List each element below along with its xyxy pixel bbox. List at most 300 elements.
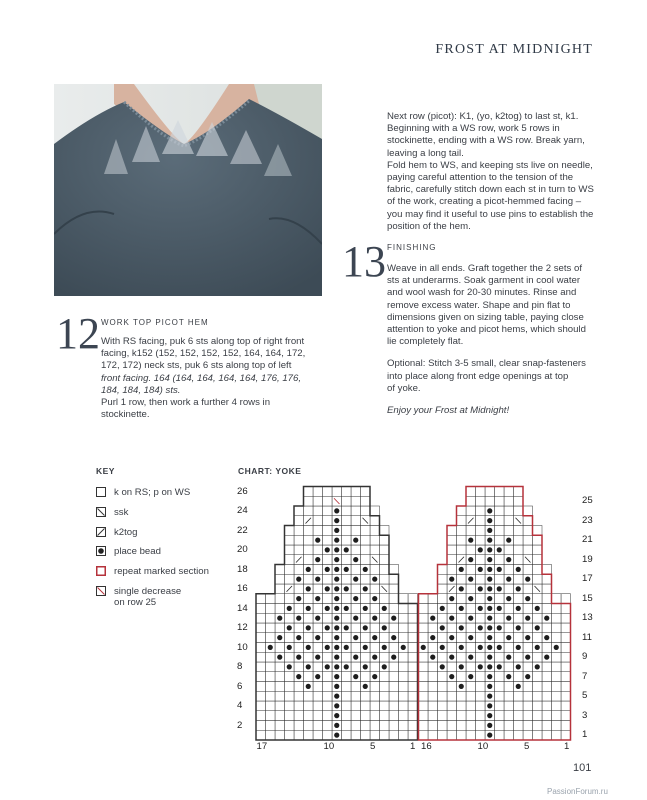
chart-cell	[514, 535, 524, 545]
chart-cell	[370, 643, 380, 653]
chart-cell	[514, 721, 524, 731]
chart-cell	[313, 545, 323, 555]
chart-cell	[485, 516, 495, 526]
chart-cell	[533, 604, 543, 614]
chart-cell	[447, 613, 457, 623]
bead-mark	[487, 635, 492, 640]
key-label: on row 25	[114, 597, 157, 608]
chart-cell	[504, 535, 514, 545]
chart-cell	[285, 662, 295, 672]
chart-cell	[294, 662, 304, 672]
chart-cell	[419, 701, 429, 711]
bead-mark	[487, 528, 492, 533]
chart-cell	[438, 565, 448, 575]
chart-cell	[361, 633, 371, 643]
chart-cell	[428, 652, 438, 662]
chart-cell	[495, 555, 505, 565]
chart-cell	[447, 652, 457, 662]
chart-cell	[542, 730, 552, 740]
chart-cell	[361, 487, 371, 497]
chart-cell	[351, 682, 361, 692]
chart-cell	[514, 487, 524, 497]
chart-cell	[380, 535, 390, 545]
chart-cell	[380, 672, 390, 682]
chart-cell	[294, 633, 304, 643]
chart-cell	[342, 643, 352, 653]
chart-cell	[495, 604, 505, 614]
text-line: front facing. 164 (164, 164, 164, 164, 176, 176,	[101, 372, 302, 384]
chart-cell	[351, 526, 361, 536]
column-label: 10	[323, 741, 335, 752]
chart-cell	[495, 682, 505, 692]
chart-cell	[457, 721, 467, 731]
chart-cell	[304, 643, 314, 653]
chart-cell	[361, 526, 371, 536]
bead-mark	[325, 625, 330, 630]
chart-cell	[351, 633, 361, 643]
key-label: k on RS; p on WS	[114, 487, 191, 498]
chart-cell	[457, 682, 467, 692]
chart-cell	[438, 643, 448, 653]
bead-mark	[430, 655, 435, 660]
chart-cell	[370, 506, 380, 516]
chart-cell	[533, 574, 543, 584]
chart-cell	[399, 672, 409, 682]
chart-cell	[332, 672, 342, 682]
chart-cell	[304, 691, 314, 701]
bead-mark	[478, 606, 483, 611]
chart-cell	[389, 701, 399, 711]
chart-cell	[428, 721, 438, 731]
page-header: FROST AT MIDNIGHT	[435, 42, 593, 57]
chart-cell	[408, 604, 418, 614]
bead-mark	[353, 674, 358, 679]
chart-cell	[495, 691, 505, 701]
chart-cell	[351, 565, 361, 575]
bead-mark	[487, 655, 492, 660]
chart-cell	[313, 565, 323, 575]
chart-cell	[466, 682, 476, 692]
sweater-photo	[54, 84, 322, 296]
chart-cell	[485, 506, 495, 516]
bead-mark	[334, 567, 339, 572]
chart-cell	[342, 516, 352, 526]
chart-cell	[342, 613, 352, 623]
chart-cell	[380, 526, 390, 536]
chart-cell	[304, 604, 314, 614]
text-line: Beginning with a WS row, work 5 rows in	[387, 123, 560, 135]
chart-cell	[495, 633, 505, 643]
chart-cell	[380, 594, 390, 604]
chart-cell	[561, 594, 571, 604]
text-line: attention to yoke and picot hems, which should	[387, 324, 586, 336]
bead-mark	[287, 606, 292, 611]
chart-cell	[504, 487, 514, 497]
chart-cell	[495, 526, 505, 536]
ssk-icon	[96, 507, 106, 517]
chart-cell	[275, 643, 285, 653]
chart-cell	[466, 623, 476, 633]
chart-cell	[438, 662, 448, 672]
bead-mark	[497, 567, 502, 572]
chart-cell	[485, 672, 495, 682]
chart-cell	[256, 701, 266, 711]
chart-cell	[552, 672, 562, 682]
text-line: and wool wash for 20-30 minutes. Rinse and	[387, 287, 577, 299]
chart-cell	[428, 643, 438, 653]
chart-cell	[457, 730, 467, 740]
text-line: lie completely flat.	[387, 336, 464, 348]
chart-cell	[380, 691, 390, 701]
chart-cell	[275, 662, 285, 672]
sweater-photo-image	[54, 84, 322, 296]
chart-cell	[266, 652, 276, 662]
chart-cell	[447, 526, 457, 536]
chart-cell	[304, 496, 314, 506]
bead-mark	[487, 645, 492, 650]
chart-cell	[313, 672, 323, 682]
chart-cell	[342, 711, 352, 721]
bead-mark	[506, 635, 511, 640]
chart-cell	[313, 555, 323, 565]
chart-cell	[561, 623, 571, 633]
chart-cell	[332, 584, 342, 594]
bead-mark	[391, 635, 396, 640]
chart-cell	[380, 701, 390, 711]
chart-cell	[419, 613, 429, 623]
chart-cell	[504, 711, 514, 721]
chart-cell	[256, 643, 266, 653]
chart-cell	[332, 506, 342, 516]
row-label: 3	[582, 709, 588, 721]
chart-cell	[514, 545, 524, 555]
chart-cell	[408, 730, 418, 740]
chart-cell	[447, 574, 457, 584]
bead-mark	[296, 674, 301, 679]
chart-cell	[323, 574, 333, 584]
chart-cell	[428, 613, 438, 623]
chart-cell	[342, 633, 352, 643]
chart-cell	[466, 711, 476, 721]
bead-mark	[334, 606, 339, 611]
chart-cell	[275, 672, 285, 682]
chart-cell	[504, 496, 514, 506]
chart-cell	[457, 555, 467, 565]
chart-cell	[389, 565, 399, 575]
chart-cell	[428, 633, 438, 643]
chart-cell	[361, 721, 371, 731]
text-line: leaving a long tail.	[387, 147, 464, 159]
chart-cell	[370, 701, 380, 711]
chart-cell	[294, 711, 304, 721]
bead-mark	[334, 703, 339, 708]
chart-cell	[504, 613, 514, 623]
chart-cell	[523, 526, 533, 536]
row-label: 8	[237, 661, 243, 672]
chart-cell	[495, 711, 505, 721]
chart-cell	[438, 604, 448, 614]
chart-cell	[457, 701, 467, 711]
row-label: 11	[582, 631, 592, 643]
chart-cell	[504, 545, 514, 555]
chart-cell	[408, 662, 418, 672]
bead-mark	[315, 635, 320, 640]
chart-cell	[542, 662, 552, 672]
chart-cell	[485, 545, 495, 555]
chart-cell	[476, 574, 486, 584]
chart-cell	[438, 633, 448, 643]
chart-cell	[370, 594, 380, 604]
bead-mark	[315, 674, 320, 679]
chart-cell	[361, 643, 371, 653]
chart-cell	[323, 623, 333, 633]
chart-cell	[342, 574, 352, 584]
chart-cell	[447, 584, 457, 594]
chart-cell	[561, 721, 571, 731]
chart-cell	[438, 574, 448, 584]
chart-cell	[466, 691, 476, 701]
chart-cell	[332, 721, 342, 731]
chart-cell	[399, 633, 409, 643]
bead-mark	[468, 557, 473, 562]
chart-cell	[313, 730, 323, 740]
bead-mark	[306, 684, 311, 689]
bead-mark	[277, 655, 282, 660]
chart-cell	[380, 574, 390, 584]
chart-cell	[495, 643, 505, 653]
chart-cell	[342, 662, 352, 672]
bead-mark	[391, 655, 396, 660]
chart-cell	[304, 526, 314, 536]
chart-cell	[438, 730, 448, 740]
chart-cell	[438, 594, 448, 604]
bead-mark	[334, 625, 339, 630]
chart-cell	[342, 682, 352, 692]
k2tog-mark	[468, 518, 474, 524]
bead-mark	[353, 596, 358, 601]
chart-cell	[304, 565, 314, 575]
chart-cell	[485, 526, 495, 536]
chart-cell	[313, 652, 323, 662]
chart-cell	[476, 643, 486, 653]
bead-mark	[344, 645, 349, 650]
chart-cell	[285, 565, 295, 575]
bead-mark	[315, 577, 320, 582]
chart-cell	[342, 604, 352, 614]
bead-mark	[296, 635, 301, 640]
chart-cell	[514, 594, 524, 604]
chart-cell	[285, 633, 295, 643]
chart-cell	[351, 643, 361, 653]
chart-cell	[342, 730, 352, 740]
chart-cell	[285, 613, 295, 623]
bead-mark	[459, 586, 464, 591]
text-line: Purl 1 row, then work a further 4 rows in	[101, 397, 271, 409]
chart-cell	[361, 613, 371, 623]
step-12-number: 12	[56, 309, 100, 358]
chart-cell	[419, 730, 429, 740]
chart-cell	[485, 652, 495, 662]
chart-cell	[323, 672, 333, 682]
chart-cell	[466, 594, 476, 604]
chart-cell	[294, 701, 304, 711]
step-12-text	[101, 336, 331, 421]
chart-cell	[485, 701, 495, 711]
chart-cell	[285, 584, 295, 594]
chart-cell	[466, 662, 476, 672]
row-label: 25	[582, 495, 593, 507]
chart-cell	[447, 565, 457, 575]
bead-mark	[535, 625, 540, 630]
bead-mark	[382, 606, 387, 611]
single-decrease-mark	[334, 498, 340, 504]
chart-cell	[485, 584, 495, 594]
chart-cell	[294, 555, 304, 565]
chart-cell	[408, 682, 418, 692]
bead-mark	[315, 655, 320, 660]
bead-mark	[382, 664, 387, 669]
chart-cell	[285, 691, 295, 701]
bead-mark	[487, 625, 492, 630]
chart-cell	[313, 691, 323, 701]
bead-mark	[506, 616, 511, 621]
chart-cell	[533, 711, 543, 721]
text-line: dimensions given on sizing table, paying close	[387, 311, 584, 323]
row-label: 15	[582, 592, 593, 604]
chart-cell	[370, 535, 380, 545]
chart-cell	[504, 682, 514, 692]
text-line: into place along front edge openings at top	[387, 370, 569, 382]
chart-cell	[495, 594, 505, 604]
chart-cell	[533, 643, 543, 653]
chart-cell	[294, 604, 304, 614]
chart-cell	[370, 662, 380, 672]
bead-mark	[334, 538, 339, 543]
row-label: 17	[582, 573, 593, 585]
text-line: you may find it useful to use pins to establish the	[387, 208, 594, 220]
chart-cell	[408, 701, 418, 711]
bead-mark	[353, 577, 358, 582]
chart-cell	[542, 672, 552, 682]
bead-mark	[344, 586, 349, 591]
chart-cell	[428, 594, 438, 604]
chart-cell	[533, 565, 543, 575]
chart-cell	[408, 613, 418, 623]
bead-mark	[506, 557, 511, 562]
chart-cell	[476, 652, 486, 662]
chart-cell	[476, 701, 486, 711]
chart-cell	[504, 691, 514, 701]
chart-cell	[533, 701, 543, 711]
bead-mark	[459, 664, 464, 669]
bead-mark	[525, 674, 530, 679]
chart-cell	[323, 613, 333, 623]
chart-cell	[504, 701, 514, 711]
bead-mark	[296, 577, 301, 582]
chart-cell	[457, 672, 467, 682]
chart-cell	[304, 730, 314, 740]
chart-cell	[323, 555, 333, 565]
chart-cell	[514, 623, 524, 633]
bead-mark	[363, 586, 368, 591]
bead-mark	[535, 606, 540, 611]
chart-cell	[419, 721, 429, 731]
chart-cell	[523, 594, 533, 604]
chart-cell	[294, 526, 304, 536]
chart-cell	[495, 574, 505, 584]
step-13-number: 13	[342, 237, 386, 286]
bead-mark	[468, 616, 473, 621]
chart-cell	[285, 545, 295, 555]
chart-cell	[495, 662, 505, 672]
bead-mark	[478, 586, 483, 591]
chart-cell	[332, 487, 342, 497]
chart-cell	[504, 516, 514, 526]
chart-cell	[542, 701, 552, 711]
bead-mark	[544, 616, 549, 621]
chart-cell	[466, 633, 476, 643]
row-label: 22	[237, 524, 248, 536]
bead-mark	[306, 625, 311, 630]
chart-cell	[514, 701, 524, 711]
chart-cell	[351, 662, 361, 672]
chart-cell	[552, 701, 562, 711]
chart-cell	[285, 526, 295, 536]
chart-cell	[514, 555, 524, 565]
chart-cell	[361, 604, 371, 614]
chart-cell	[466, 604, 476, 614]
chart-cell	[523, 574, 533, 584]
chart-cell	[485, 555, 495, 565]
chart-cell	[447, 633, 457, 643]
bead-mark	[372, 674, 377, 679]
bead-mark	[506, 577, 511, 582]
chart-cell	[485, 594, 495, 604]
chart-cell	[323, 506, 333, 516]
bead-mark	[363, 664, 368, 669]
chart-cell	[294, 691, 304, 701]
chart-cell	[313, 604, 323, 614]
chart-cell	[275, 682, 285, 692]
row-label: 24	[237, 505, 248, 516]
chart-cell	[466, 584, 476, 594]
chart-cell	[495, 730, 505, 740]
key-label: ssk	[114, 507, 129, 518]
text-line: Weave in all ends. Graft together the 2 sets of	[387, 263, 583, 274]
row-label: 13	[582, 612, 593, 624]
chart-cell	[323, 701, 333, 711]
chart-cell	[523, 604, 533, 614]
left-chart-outline	[256, 487, 418, 741]
chart-cell	[256, 730, 266, 740]
chart-cell	[561, 643, 571, 653]
chart-cell	[542, 721, 552, 731]
bead-mark	[506, 655, 511, 660]
text-line: Optional: Stitch 3-5 small, clear snap-fasteners	[387, 358, 586, 370]
chart-cell	[275, 633, 285, 643]
chart-cell	[419, 623, 429, 633]
chart-cell	[447, 643, 457, 653]
chart-cell	[533, 633, 543, 643]
chart-cell	[552, 721, 562, 731]
chart-cell	[428, 711, 438, 721]
chart-cell	[533, 691, 543, 701]
chart-cell	[275, 730, 285, 740]
chart-cell	[294, 623, 304, 633]
chart-cell	[447, 662, 457, 672]
chart-cell	[561, 604, 571, 614]
chart-cell	[351, 691, 361, 701]
